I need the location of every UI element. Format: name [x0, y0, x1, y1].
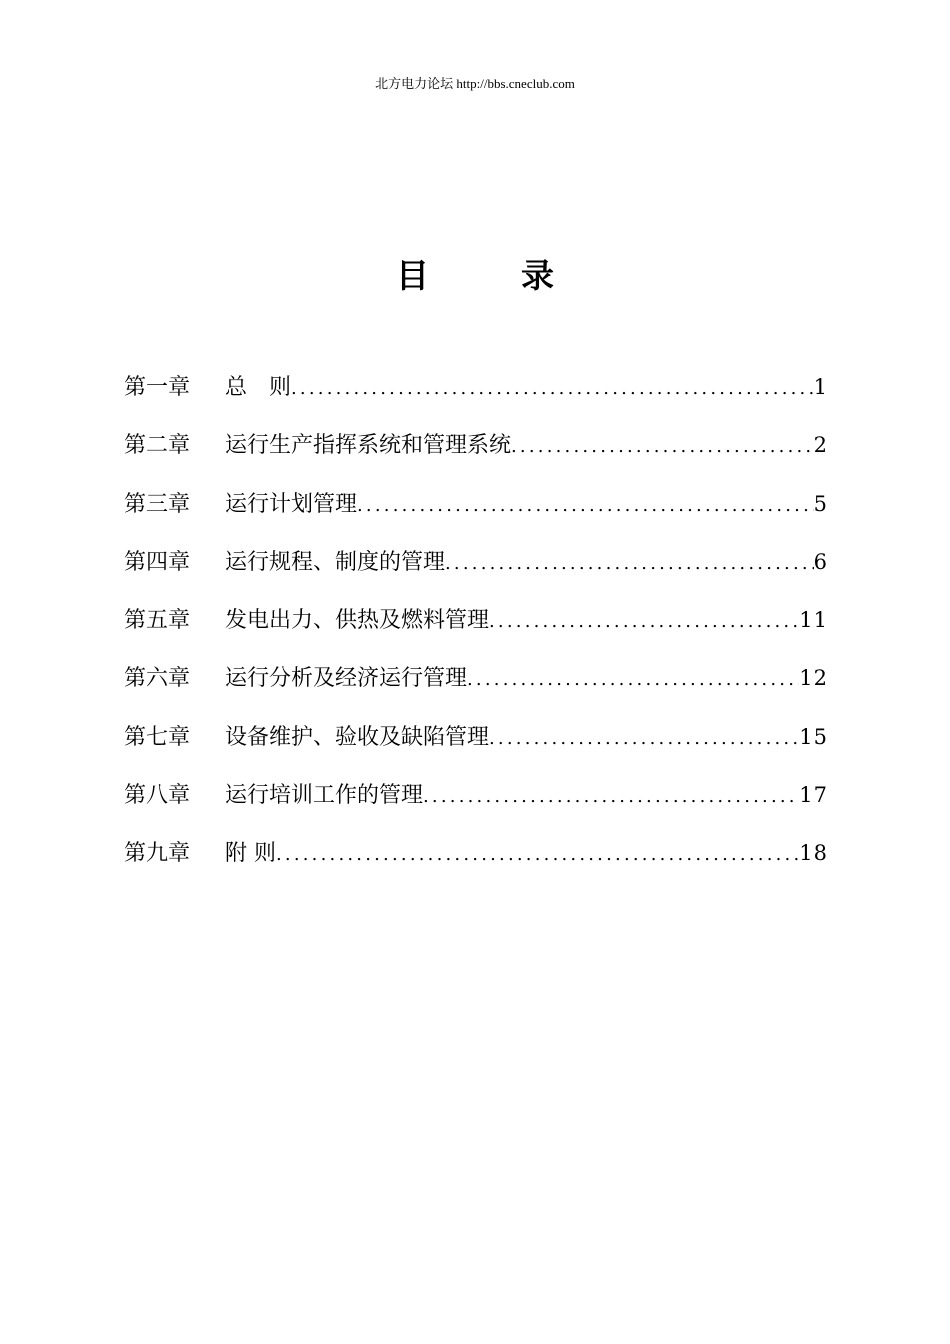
toc-dot-leader: [511, 426, 814, 468]
toc-chapter-title: 发电出力、供热及燃料管理: [225, 608, 490, 634]
toc-chapter-number: 第六章: [124, 666, 191, 692]
toc-heading-char-1: 目: [396, 256, 429, 295]
toc-chapter-number: 第一章: [124, 375, 191, 400]
toc-page-number: 12: [799, 666, 828, 691]
toc-entry[interactable]: [124, 541, 828, 599]
toc-page-number: 18: [799, 841, 828, 866]
toc-chapter-number: 第二章: [124, 433, 191, 459]
toc-page-number: 15: [799, 724, 828, 749]
toc-entry[interactable]: [124, 366, 828, 424]
toc-page-number: 11: [799, 608, 828, 633]
toc-dot-leader: [357, 485, 814, 527]
toc-dot-leader: [291, 368, 814, 410]
page-header: 北方电力论坛 http://bbs.cneclub.com: [375, 76, 575, 91]
toc-chapter-number: 第四章: [124, 549, 191, 575]
toc-page-number: 17: [799, 783, 828, 808]
toc-entry[interactable]: [124, 774, 828, 832]
toc-entry[interactable]: [124, 424, 828, 482]
toc-dot-leader: [276, 834, 799, 876]
toc-chapter-number: 第五章: [124, 608, 191, 634]
toc-page-number: 5: [813, 491, 828, 516]
toc-chapter-number: 第八章: [124, 783, 191, 809]
table-of-contents: [124, 366, 828, 891]
toc-chapter-number: 第三章: [124, 491, 191, 517]
toc-dot-leader: [489, 718, 799, 760]
toc-chapter-title: 运行分析及经济运行管理: [225, 666, 468, 692]
toc-entry[interactable]: [124, 832, 828, 890]
toc-dot-leader: [467, 659, 799, 701]
toc-dot-leader: [489, 601, 799, 643]
toc-dot-leader: [445, 543, 814, 585]
toc-page-number: 1: [813, 375, 828, 399]
toc-chapter-number: 第七章: [124, 724, 191, 750]
toc-entry[interactable]: [124, 483, 828, 541]
toc-chapter-title: 设备维护、验收及缺陷管理: [225, 724, 490, 750]
toc-chapter-title: 总 则: [225, 375, 292, 400]
toc-chapter-title: 运行生产指挥系统和管理系统: [225, 433, 512, 459]
toc-chapter-title: 运行培训工作的管理: [225, 783, 424, 809]
toc-entry[interactable]: [124, 657, 828, 715]
toc-heading-char-2: 录: [521, 256, 554, 295]
toc-chapter-title: 附 则: [225, 841, 276, 867]
toc-entry[interactable]: [124, 716, 828, 774]
toc-page-number: 6: [813, 549, 828, 574]
toc-chapter-number: 第九章: [124, 841, 191, 867]
toc-heading: [0, 254, 950, 298]
toc-dot-leader: [423, 776, 799, 818]
toc-chapter-title: 运行规程、制度的管理: [225, 549, 446, 575]
toc-chapter-title: 运行计划管理: [225, 491, 358, 517]
toc-entry[interactable]: [124, 599, 828, 657]
toc-page-number: 2: [813, 433, 828, 458]
